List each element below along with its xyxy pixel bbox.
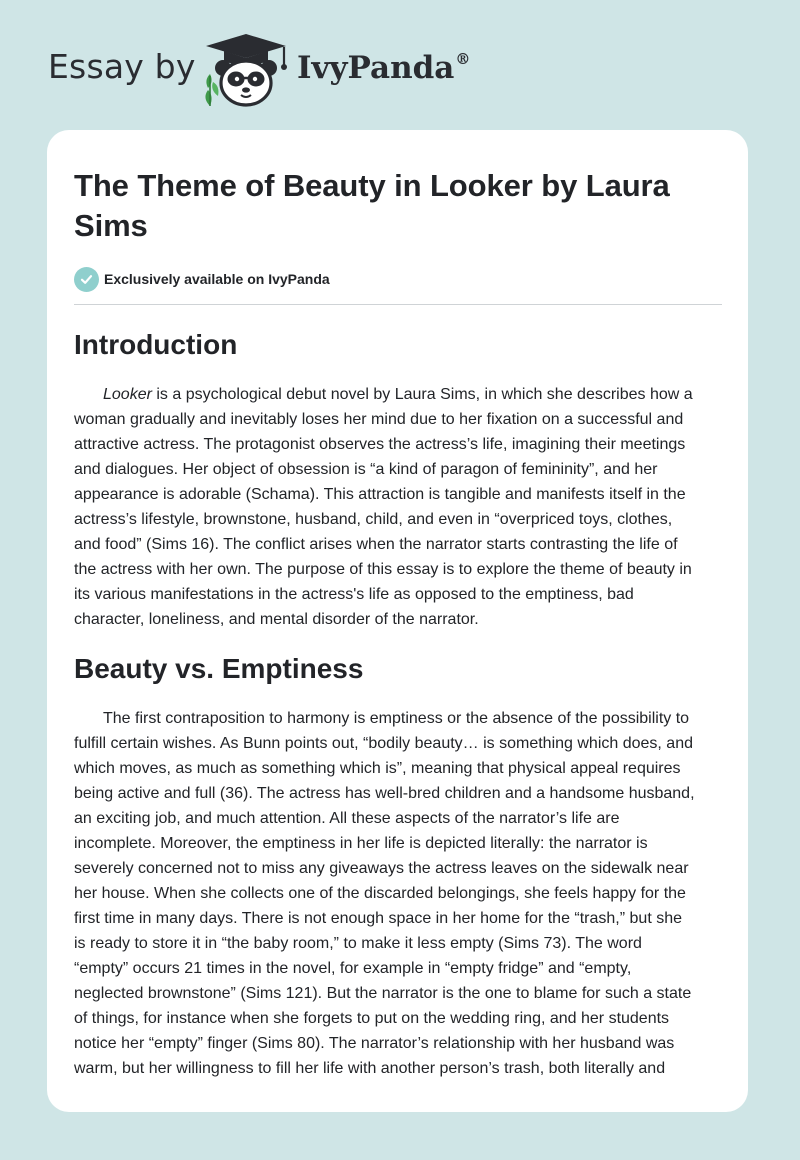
paragraph-line: notice her “empty” finger (Sims 80). The narrator’s relationship with her husband was: [74, 1035, 675, 1052]
paragraph-line: which moves, as much as something which is”, meaning that physical appeal requires: [74, 760, 681, 777]
section-heading-introduction: Introduction: [74, 329, 238, 360]
brand-prefix: Essay by: [48, 47, 196, 86]
paragraph-line: fulfill certain wishes. As Bunn points out, “bodily beauty… is something which does, and: [74, 735, 693, 752]
book-title-emphasis: Looker: [103, 386, 152, 403]
paragraph-line: woman gradually and inevitably loses her mind due to her fixation on a successful and: [74, 411, 684, 428]
line-rest: is a psychological debut novel by Laura Sims, in which she describes how a: [151, 386, 693, 403]
paragraph-line: severely concerned not to miss any giveaways the actress leaves on the sidewalk near: [74, 860, 689, 877]
paragraph-line: The first contraposition to harmony is emptiness or the absence of the possibility to: [103, 710, 690, 727]
paragraph-line: and food” (Sims 16). The conflict arises when the narrator starts contrasting the life of: [74, 536, 678, 553]
paragraph-line: warm, but her willingness to fill her life with another person’s trash, both literally and: [74, 1060, 666, 1077]
paragraph-line: actress’s lifestyle, brownstone, husband, child, and even in “overpriced toys, clothes,: [74, 511, 673, 528]
paragraph-line: her house. When she collects one of the discarded belongings, she feels happy for the: [74, 885, 686, 902]
essay-title: The Theme of Beauty in Looker by Laura Sims: [74, 168, 670, 243]
paragraph-line: its various manifestations in the actress's life as opposed to the emptiness, bad: [74, 586, 634, 603]
paragraph-line: and dialogues. Her object of obsession is “a kind of paragon of femininity”, and her: [74, 461, 658, 478]
site-header: [0, 0, 800, 130]
section-heading-beauty-vs-emptiness: Beauty vs. Emptiness: [74, 653, 364, 684]
paragraph-line: first time in many days. There is not enough space in her home for the “trash,” but she: [74, 910, 683, 927]
check-icon: [74, 267, 99, 292]
paragraph-line: “empty” occurs 21 times in the novel, for example in “empty fridge” and “empty,: [74, 960, 632, 977]
paragraph-line: appearance is adorable (Schama). This attraction is tangible and manifests itself in the: [74, 486, 686, 503]
panda-graduation-cap-icon[interactable]: [198, 30, 294, 110]
beauty-vs-emptiness-paragraph: [74, 706, 722, 1081]
paragraph-line: is ready to store it in “the baby room,” to make it less empty (Sims 73). The word: [74, 935, 642, 952]
paragraph-line-first: [74, 382, 722, 407]
paragraph-line: an exciting job, and much attention. All these aspects of the narrator’s life are: [74, 810, 620, 827]
divider: [74, 304, 722, 305]
paragraph-line: incomplete. Moreover, the emptiness in her life is depicted literally: the narrator is: [74, 835, 648, 852]
introduction-paragraph: [74, 382, 722, 632]
registered-mark: ®: [455, 50, 471, 68]
exclusive-badge: [74, 266, 722, 292]
paragraph-line: attractive actress. The protagonist observes the actress’s life, imagining their meetings: [74, 436, 686, 453]
exclusive-badge-label: Exclusively available on IvyPanda: [104, 271, 330, 287]
paragraph-line: being active and full (36). The actress has well-bred children and a handsome husband,: [74, 785, 695, 802]
essay-card: [47, 130, 748, 1112]
paragraph-line: character, loneliness, and mental disorder of the narrator.: [74, 611, 479, 628]
paragraph-line: the actress with her own. The purpose of this essay is to explore the theme of beauty in: [74, 561, 692, 578]
paragraph-line: of things, for instance when she forgets to put on the wedding ring, and her students: [74, 1010, 670, 1027]
paragraph-line: neglected brownstone” (Sims 121). But the narrator is the one to blame for such a state: [74, 985, 692, 1002]
brand-name-text: IvyPanda: [297, 50, 455, 86]
essay-content: [74, 166, 722, 1081]
brand-name[interactable]: [297, 50, 471, 86]
